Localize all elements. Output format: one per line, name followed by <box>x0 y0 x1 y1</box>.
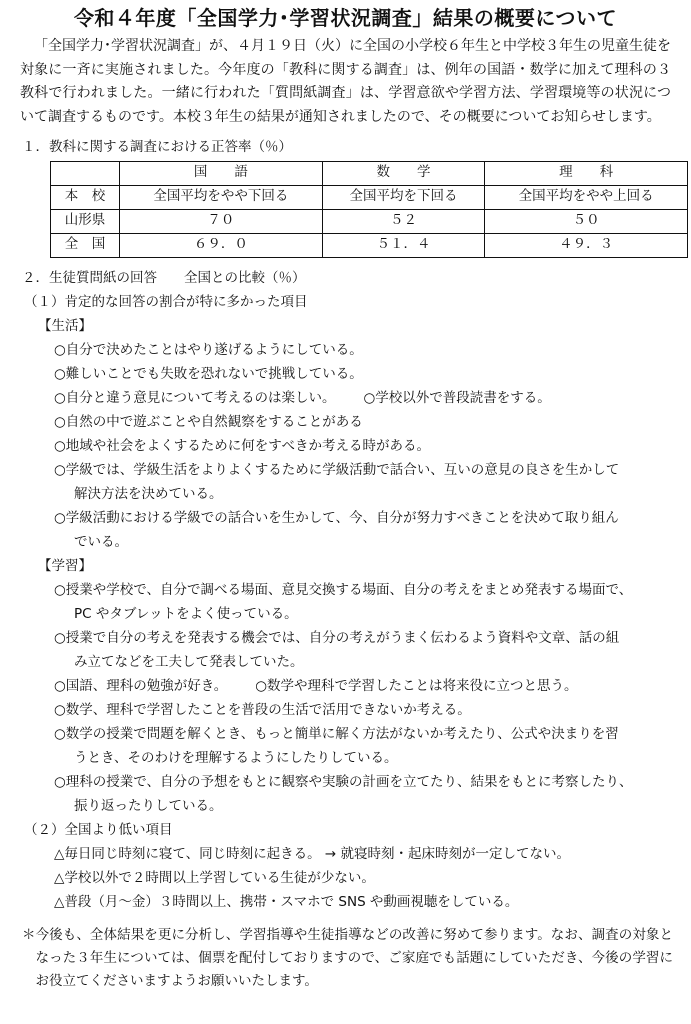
item-text: ○理科の授業で、自分の予想をもとに観察や実験の計画を立てたり、結果をもとに考察したり、 <box>54 773 633 790</box>
table-cell: ７０ <box>120 209 323 233</box>
study-items-list <box>14 578 677 818</box>
item-text: ○学級活動における学級での話合いを生かして、今、自分が努力すべきことを決めて取り組ん <box>54 509 619 526</box>
item-text-extra: ○数学や理科で学習したことは将来役に立つと思う。 <box>255 677 578 694</box>
list-item <box>54 578 677 626</box>
life-category-label: 【生活】 <box>38 317 92 334</box>
item-text: ○国語、理科の勉強が好き。 <box>54 677 228 694</box>
item-text: ○数学の授業で問題を解くとき、もっと簡単に解く方法がないか考えたり、公式や決まりを習 <box>54 725 619 742</box>
list-item <box>54 434 677 458</box>
table-row-label: 本 校 <box>51 185 120 209</box>
item-text: △学校以外で２時間以上学習している生徒が少ない。 <box>54 869 375 886</box>
lower-items-heading: （２）全国より低い項目 <box>24 821 173 838</box>
list-item <box>54 770 677 818</box>
item-text: ○学級では、学級生活をよりよくするために学級活動で話合い、互いの意見の良さを生かして <box>54 461 620 478</box>
list-item <box>54 506 677 554</box>
list-item <box>54 410 677 434</box>
table-header-rika: 理 科 <box>485 161 688 185</box>
lower-items-list <box>14 842 677 914</box>
item-text-continued: うとき、そのわけを理解するようにしたりしている。 <box>74 749 398 766</box>
section2-heading: ２．生徒質問紙の回答 全国との比較（％） <box>22 269 306 286</box>
table-cell <box>51 161 120 185</box>
item-text: ○自分で決めたことはやり遂げるようにしている。 <box>54 341 363 358</box>
section1-heading: １．教科に関する調査における正答率（％） <box>22 139 292 155</box>
footnote: ＊今後も、全体結果を更に分析し、学習指導や生徒指導などの改善に努めて参ります。なお、調査の対象となった３年生については、個票を配付しておりますので、ご家庭でも話題にしていただき、今後の学習にお役立てくださいますようお願いいたします。 <box>22 926 673 989</box>
table-header-row <box>51 161 688 185</box>
table-cell: 全国平均を下回る <box>322 185 484 209</box>
list-item <box>54 842 677 866</box>
item-text: ○自分と違う意見について考えるのは楽しい。 <box>54 389 336 406</box>
list-item <box>54 626 677 674</box>
table-header-kokugo: 国 語 <box>120 161 323 185</box>
item-text-continued: み立てなどを工夫して発表していた。 <box>74 653 304 670</box>
list-item <box>54 698 677 722</box>
item-text: ○授業で自分の考えを発表する機会では、自分の考えがうまく伝わるよう資料や文章、話の組 <box>54 629 620 646</box>
item-text: △普段（月～金）３時間以上、携帯・スマホで SNS や動画視聴をしている。 <box>54 893 519 910</box>
list-item <box>54 362 677 386</box>
item-text: ○数学、理科で学習したことを普段の生活で活用できないか考える。 <box>54 701 471 718</box>
intro-paragraph: 「全国学力･学習状況調査」が、４月１９日（火）に全国の小学校６年生と中学校３年生の児童生徒を対象に一斉に実施されました。今年度の「教科に関する調査」は、例年の国語・数学に加えて理科の３教科で行われました。一緒に行われた「質問紙調査」は、学習意欲や学習方法、学習環境等の状況について調査するものです。本校３年生の結果が通知されましたので、その概要についてお知らせします。 <box>20 38 671 125</box>
item-text-continued: 振り返ったりしている。 <box>74 797 223 814</box>
table-cell: ５０ <box>485 209 688 233</box>
table-cell: ４９．３ <box>485 233 688 257</box>
item-text-continued: PC やタブレットをよく使っている。 <box>74 605 298 622</box>
list-item <box>54 890 677 914</box>
table-cell: 全国平均をやや下回る <box>120 185 323 209</box>
item-text-continued: でいる。 <box>74 533 128 550</box>
table-header-sugaku: 数 学 <box>322 161 484 185</box>
table-cell: 全国平均をやや上回る <box>485 185 688 209</box>
table-cell: ６９．０ <box>120 233 323 257</box>
scores-table <box>50 161 688 258</box>
list-item <box>54 458 677 506</box>
table-row <box>51 233 688 257</box>
positive-items-heading: （１）肯定的な回答の割合が特に多かった項目 <box>24 293 308 310</box>
table-row <box>51 185 688 209</box>
study-category-label: 【学習】 <box>38 557 92 574</box>
item-text: ○授業や学校で、自分で調べる場面、意見交換する場面、自分の考えをまとめ発表する場面で、 <box>54 581 633 598</box>
table-row <box>51 209 688 233</box>
table-cell: ５２ <box>322 209 484 233</box>
list-item <box>54 338 677 362</box>
life-items-list <box>14 338 677 554</box>
item-text-extra: ○学校以外で普段読書をする。 <box>363 389 551 406</box>
table-cell: ５１．４ <box>322 233 484 257</box>
list-item <box>54 386 677 410</box>
item-text: △毎日同じ時刻に寝て、同じ時刻に起きる。 → 就寝時刻・起床時刻が一定してない。 <box>54 845 571 862</box>
page-title: 令和４年度「全国学力･学習状況調査」結果の概要について <box>73 6 618 30</box>
table-row-label: 全 国 <box>51 233 120 257</box>
item-text: ○自然の中で遊ぶことや自然観察をすることがある <box>54 413 363 430</box>
list-item <box>54 722 677 770</box>
item-text: ○地域や社会をよくするために何をすべきか考える時がある。 <box>54 437 431 454</box>
table-row-label: 山形県 <box>51 209 120 233</box>
list-item <box>54 674 677 698</box>
list-item <box>54 866 677 890</box>
item-text: ○難しいことでも失敗を恐れないで挑戦している。 <box>54 365 363 382</box>
item-text-continued: 解決方法を決めている。 <box>74 485 223 502</box>
